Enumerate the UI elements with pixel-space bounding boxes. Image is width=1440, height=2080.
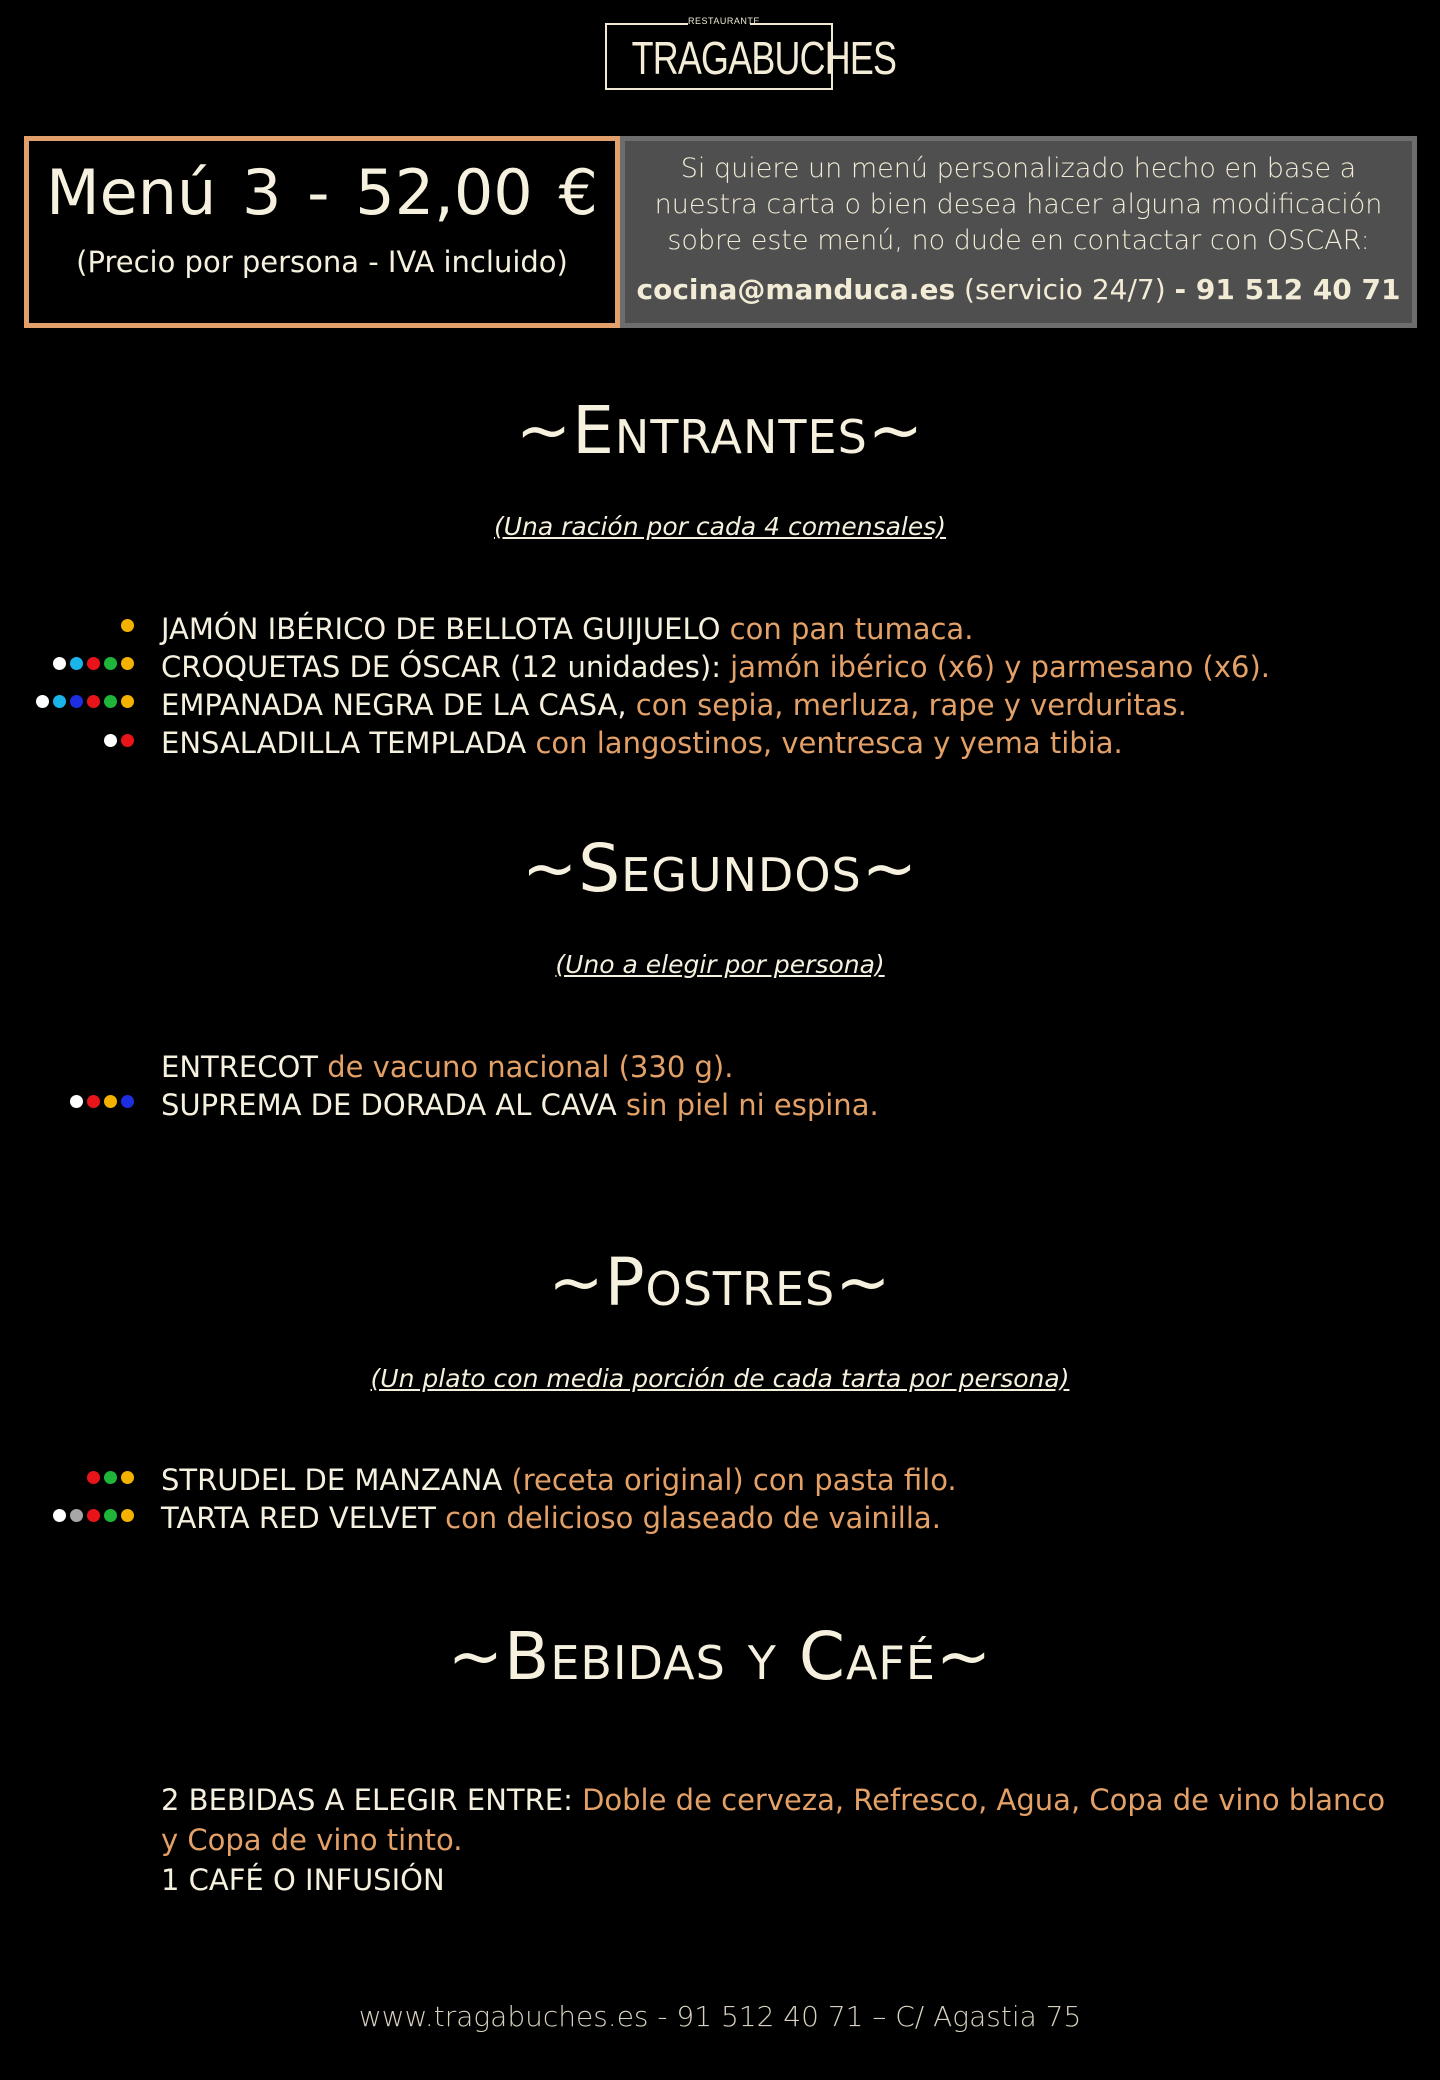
dish-name: SUPREMA DE DORADA AL CAVA xyxy=(161,1088,617,1122)
allergen-dot-icon xyxy=(70,657,83,670)
menu-item xyxy=(161,686,1187,724)
allergen-dots xyxy=(87,1470,134,1484)
dish-name: ENSALADILLA TEMPLADA xyxy=(161,726,527,760)
menu-item xyxy=(161,724,1123,762)
allergen-dot-icon xyxy=(121,734,134,747)
allergen-dot-icon xyxy=(53,695,66,708)
drinks-line xyxy=(161,1780,1411,1860)
allergen-dot-icon xyxy=(121,1095,134,1108)
dish-name: ENTRECOT xyxy=(161,1050,318,1084)
allergen-dot-icon xyxy=(70,695,83,708)
dish-name: TARTA RED VELVET xyxy=(161,1501,436,1535)
section-title-bebidas: ~Bebidas y Café~ xyxy=(447,1618,993,1695)
section-subtitle-postres: (Un plato con media porción de cada tarta por persona) xyxy=(370,1364,1070,1393)
menu-item xyxy=(161,1461,957,1499)
allergen-dot-icon xyxy=(121,695,134,708)
dish-desc: de vacuno nacional (330 g). xyxy=(318,1050,734,1084)
allergen-dot-icon xyxy=(104,1095,117,1108)
price-box xyxy=(24,136,620,328)
dish-desc: con pan tumaca. xyxy=(720,612,974,646)
contact-line xyxy=(625,273,1412,306)
section-subtitle-segundos: (Uno a elegir por persona) xyxy=(555,950,885,979)
dish-desc: con langostinos, ventresca y yema tibia. xyxy=(526,726,1123,760)
info-text: Si quiere un menú personalizado hecho en base a nuestra carta o bien desea hacer alguna modificación sobre este menú, no dude en contactar con OSCAR: xyxy=(654,153,1383,256)
dish-desc: sin piel ni espina. xyxy=(616,1088,879,1122)
allergen-dot-icon xyxy=(87,1095,100,1108)
allergen-dots xyxy=(36,694,134,708)
allergen-dot-icon xyxy=(121,619,134,632)
allergen-dot-icon xyxy=(70,1095,83,1108)
allergen-dots xyxy=(70,1094,134,1108)
coffee-line: 1 CAFÉ O INFUSIÓN xyxy=(161,1863,445,1897)
menu-price: Menú 3 - 52,00 € xyxy=(46,156,598,229)
allergen-dot-icon xyxy=(104,1471,117,1484)
section-title-segundos: ~Segundos~ xyxy=(521,830,919,907)
dish-name: EMPANADA NEGRA DE LA CASA, xyxy=(161,688,627,722)
section-title-postres: ~Postres~ xyxy=(548,1244,892,1321)
allergen-dots xyxy=(53,1508,134,1522)
footer-contact: www.tragabuches.es - 91 512 40 71 – C/ Agastia 75 xyxy=(358,2000,1082,2033)
info-box xyxy=(620,136,1417,328)
section-title-entrantes: ~Entrantes~ xyxy=(515,392,925,469)
allergen-dot-icon xyxy=(104,1509,117,1522)
allergen-dot-icon xyxy=(104,657,117,670)
menu-item xyxy=(161,610,973,648)
allergen-dots xyxy=(104,733,134,747)
price-note: (Precio por persona - IVA incluido) xyxy=(76,245,568,279)
drinks-label: 2 BEBIDAS A ELEGIR ENTRE: xyxy=(161,1783,573,1817)
menu-item xyxy=(161,1499,941,1537)
allergen-dot-icon xyxy=(70,1509,83,1522)
dish-name: CROQUETAS DE ÓSCAR (12 unidades): xyxy=(161,650,721,684)
allergen-dot-icon xyxy=(87,1509,100,1522)
drinks-options: Doble de cerveza, Refresco, Agua, Copa de vino blanco y Copa de vino tinto. xyxy=(161,1783,1386,1857)
allergen-dot-icon xyxy=(53,657,66,670)
dish-name: STRUDEL DE MANZANA xyxy=(161,1463,503,1497)
allergen-dot-icon xyxy=(87,1471,100,1484)
allergen-dots xyxy=(53,656,134,670)
dish-desc: jamón ibérico (x6) y parmesano (x6). xyxy=(720,650,1271,684)
menu-item xyxy=(161,648,1270,686)
menu-item xyxy=(161,1086,879,1124)
dish-desc: con sepia, merluza, rape y verduritas. xyxy=(626,688,1187,722)
restaurant-logo xyxy=(605,16,897,90)
allergen-dots xyxy=(121,618,134,632)
allergen-dot-icon xyxy=(53,1509,66,1522)
allergen-dot-icon xyxy=(87,657,100,670)
drinks-block xyxy=(161,1780,1411,1900)
allergen-dot-icon xyxy=(121,1509,134,1522)
logo-small-text: RESTAURANTE xyxy=(688,16,760,26)
logo-big-text: TRAGABUCHES xyxy=(631,32,897,84)
service-note: (servicio 24/7) xyxy=(955,273,1175,306)
menu-item xyxy=(161,1048,733,1086)
allergen-dot-icon xyxy=(104,695,117,708)
allergen-dot-icon xyxy=(36,695,49,708)
contact-phone: - 91 512 40 71 xyxy=(1174,273,1401,306)
allergen-dot-icon xyxy=(121,657,134,670)
section-subtitle-entrantes: (Una ración por cada 4 comensales) xyxy=(493,512,947,541)
dish-desc: (receta original) con pasta filo. xyxy=(502,1463,957,1497)
contact-email[interactable]: cocina@manduca.es xyxy=(636,273,956,306)
dish-name: JAMÓN IBÉRICO DE BELLOTA GUIJUELO xyxy=(161,612,721,646)
allergen-dot-icon xyxy=(121,1471,134,1484)
allergen-dot-icon xyxy=(87,695,100,708)
allergen-dot-icon xyxy=(104,734,117,747)
dish-desc: con delicioso glaseado de vainilla. xyxy=(435,1501,941,1535)
